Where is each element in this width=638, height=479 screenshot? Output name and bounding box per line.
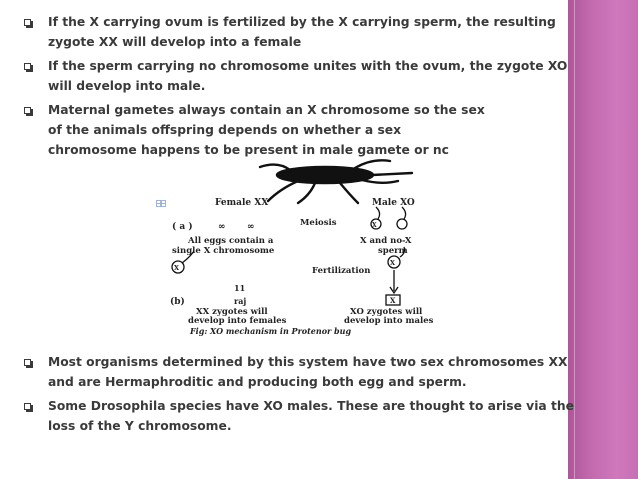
bullet-item [20,56,592,96]
bullet-item [20,396,592,436]
figure-number: 11 [234,283,246,293]
step-b-label: (b) [170,297,185,307]
bullet-text: Most organisms determined by this system have two sex chromosomes XX and are Hermaphroditic and producing both egg and sperm. [48,355,568,389]
step-a-label: ( a ) [172,222,193,232]
checkbox-bullet-icon [24,359,31,366]
xo-line-1: XO zygotes will [350,307,423,317]
xo-mechanism-figure [150,153,470,338]
bullet-text: Maternal gametes always contain an X chromosome so the sex of the animals offspring depends on whether a sex chromosome happens to be present in male gamete or nc [48,103,485,157]
fertilization-label: Fertilization [312,266,371,276]
bullet-list-top [20,12,592,164]
figure-raj: raj [234,296,247,306]
zygote-x-mark: X [390,296,396,305]
bullet-text: If the sperm carrying no chromosome unites with the ovum, the zygote XO will develop into male. [48,59,568,93]
xo-line-2: develop into males [344,316,434,326]
female-label: Female XX [215,198,269,208]
bullet-item [20,100,488,160]
egg-x-mark: X [174,264,180,272]
figure-caption: Fig: XO mechanism in Protenor bug [190,326,352,336]
bullet-item [20,352,592,392]
xx-line-1: XX zygotes will [196,307,268,317]
eggs-line-1: All eggs contain a [188,236,274,246]
checkbox-bullet-icon [24,403,31,410]
eggs-line-2: single X chromosome [172,246,275,256]
bullet-list-bottom [20,352,592,440]
checkbox-bullet-icon [24,19,31,26]
symbol-right: ∞ [247,222,255,232]
xx-line-2: develop into females [188,316,287,326]
bullet-item [20,12,592,52]
meiosis-label: Meiosis [300,218,337,228]
male-label: Male XO [372,198,415,208]
sperm-line-1: X and no-X [360,236,412,246]
bullet-text: Some Drosophila species have XO males. These are thought to arise via the loss of the Y chromosome. [48,399,574,433]
checkbox-bullet-icon [24,107,31,114]
sperm-line-2: sperm [378,246,408,256]
symbol-left: ∞ [218,222,226,232]
bullet-text: If the X carrying ovum is fertilized by the X carrying sperm, the resulting zygote XX will develop into a female [48,15,556,49]
sperm-x-mark-2: X [390,259,396,267]
sperm-x-mark: X [372,222,377,229]
protenor-bug-illustration [260,160,412,203]
checkbox-bullet-icon [24,63,31,70]
